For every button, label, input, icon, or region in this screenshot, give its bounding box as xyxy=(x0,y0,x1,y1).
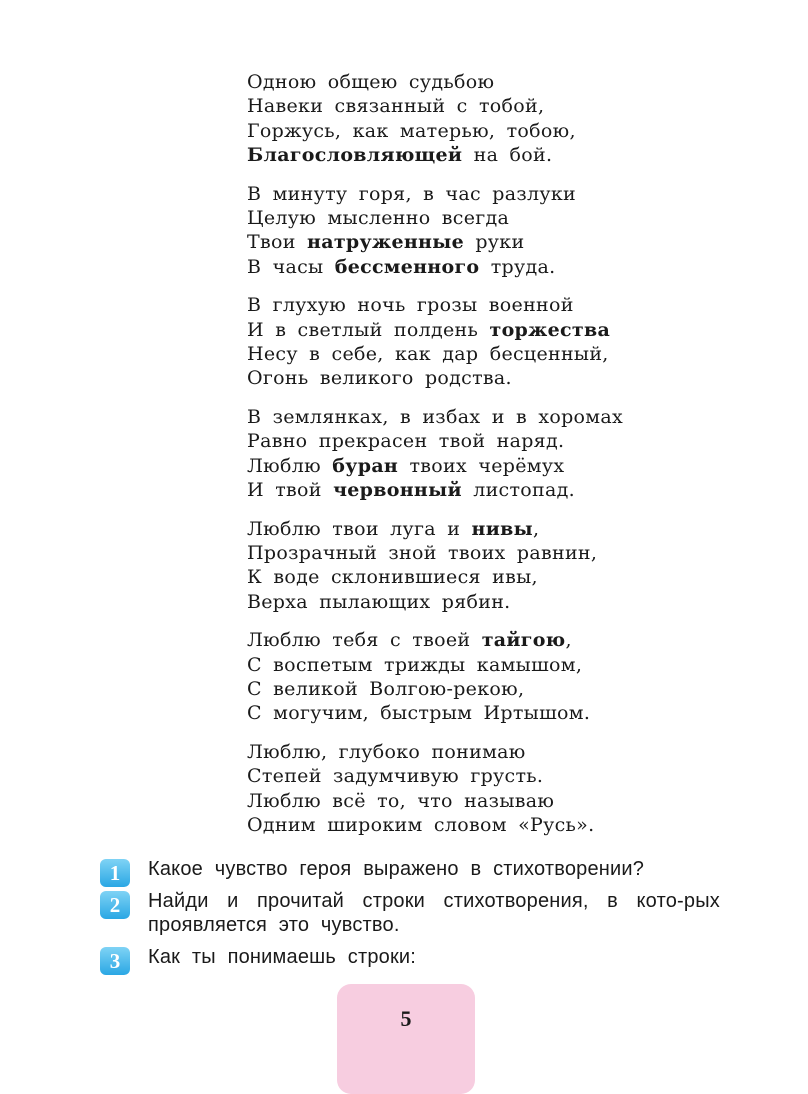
page-number: 5 xyxy=(400,1006,412,1031)
question-number-badge: 1 xyxy=(100,859,130,887)
stanza xyxy=(247,182,707,280)
page-number-tab xyxy=(337,984,475,1094)
line-text: Степей задумчивую грусть. xyxy=(247,765,544,788)
poem xyxy=(247,70,707,851)
poem-line xyxy=(247,182,707,206)
line-text: Несу в себе, как дар бесценный, xyxy=(247,343,609,366)
stanza xyxy=(247,293,707,391)
poem-line xyxy=(247,70,707,94)
line-text: И в светлый полдень xyxy=(247,318,490,341)
bold-word: торжества xyxy=(489,318,611,341)
line-text: Одним широким словом «Русь». xyxy=(247,813,595,836)
poem-line xyxy=(247,230,707,254)
poem-line xyxy=(247,405,707,429)
line-text: Прозрачный зной твоих равнин, xyxy=(247,541,598,564)
poem-line xyxy=(247,740,707,764)
stanza xyxy=(247,405,707,503)
question-1 xyxy=(100,857,720,885)
line-text: Люблю всё то, что называю xyxy=(247,789,555,812)
poem-line xyxy=(247,454,707,478)
line-text: руки xyxy=(463,231,525,254)
poem-line xyxy=(247,628,707,652)
line-text: Целую мысленно всегда xyxy=(247,207,510,230)
line-text: Люблю xyxy=(247,454,333,477)
bold-word: натруженные xyxy=(307,231,464,254)
line-text: Верха пылающих рябин. xyxy=(247,590,511,613)
question-text: Найди и прочитай строки стихотворения, в кото-рых проявляется это чувство. xyxy=(148,890,720,936)
poem-line xyxy=(247,565,707,589)
poem-line xyxy=(247,541,707,565)
line-text: В землянках, в избах и в хоромах xyxy=(247,405,624,428)
line-text: , xyxy=(532,517,540,540)
poem-line xyxy=(247,653,707,677)
question-2 xyxy=(100,889,720,937)
line-text: С воспетым трижды камышом, xyxy=(247,653,583,676)
line-text: В глухую ночь грозы военной xyxy=(247,294,574,317)
line-text: Равно прекрасен твой наряд. xyxy=(247,430,565,453)
stanza xyxy=(247,628,707,726)
poem-line xyxy=(247,813,707,837)
line-text: Навеки связанный с тобой, xyxy=(247,95,545,118)
question-number-badge: 3 xyxy=(100,947,130,975)
poem-line xyxy=(247,94,707,118)
poem-line xyxy=(247,789,707,813)
question-number-badge: 2 xyxy=(100,891,130,919)
poem-line xyxy=(247,318,707,342)
line-text: Люблю, глубоко понимаю xyxy=(247,740,526,763)
line-text: Твои xyxy=(247,231,308,254)
line-text: , xyxy=(565,629,572,652)
line-text: И твой xyxy=(247,479,334,502)
bold-word: Благословляющей xyxy=(247,144,463,167)
poem-line xyxy=(247,764,707,788)
bold-word: тайгою xyxy=(481,629,566,652)
poem-line xyxy=(247,143,707,167)
poem-line xyxy=(247,255,707,279)
poem-line xyxy=(247,478,707,502)
poem-line xyxy=(247,342,707,366)
poem-line xyxy=(247,517,707,541)
stanza xyxy=(247,740,707,838)
poem-line xyxy=(247,590,707,614)
question-3 xyxy=(100,945,720,973)
line-text: на бой. xyxy=(462,144,553,167)
line-text: Одною общею судьбою xyxy=(247,71,495,93)
question-text: Как ты понимаешь строки: xyxy=(148,946,417,968)
line-text: Горжусь, как матерью, тобою, xyxy=(247,119,576,142)
poem-line xyxy=(247,701,707,725)
poem-line xyxy=(247,366,707,390)
line-text: В часы xyxy=(247,255,335,278)
stanza xyxy=(247,517,707,615)
question-text: Какое чувство героя выражено в стихотворении? xyxy=(148,858,645,880)
poem-line xyxy=(247,429,707,453)
line-text: К воде склонившиеся ивы, xyxy=(247,566,538,589)
stanza xyxy=(247,70,707,168)
poem-line xyxy=(247,293,707,317)
bold-word: бессменного xyxy=(334,255,480,278)
line-text: В минуту горя, в час разлуки xyxy=(247,182,576,205)
line-text: С великой Волгою-рекою, xyxy=(247,677,525,700)
poem-line xyxy=(247,119,707,143)
questions-list xyxy=(100,857,720,977)
line-text: Люблю твои луга и xyxy=(247,517,472,540)
line-text: листопад. xyxy=(461,479,575,502)
poem-line xyxy=(247,677,707,701)
line-text: Огонь великого родства. xyxy=(247,367,512,390)
line-text: твоих черёмух xyxy=(398,454,565,477)
bold-word: червонный xyxy=(333,479,462,502)
line-text: труда. xyxy=(479,255,556,278)
line-text: Люблю тебя с твоей xyxy=(247,629,482,652)
poem-line xyxy=(247,206,707,230)
bold-word: нивы xyxy=(471,517,533,540)
bold-word: буран xyxy=(332,454,399,477)
line-text: С могучим, быстрым Иртышом. xyxy=(247,702,591,725)
